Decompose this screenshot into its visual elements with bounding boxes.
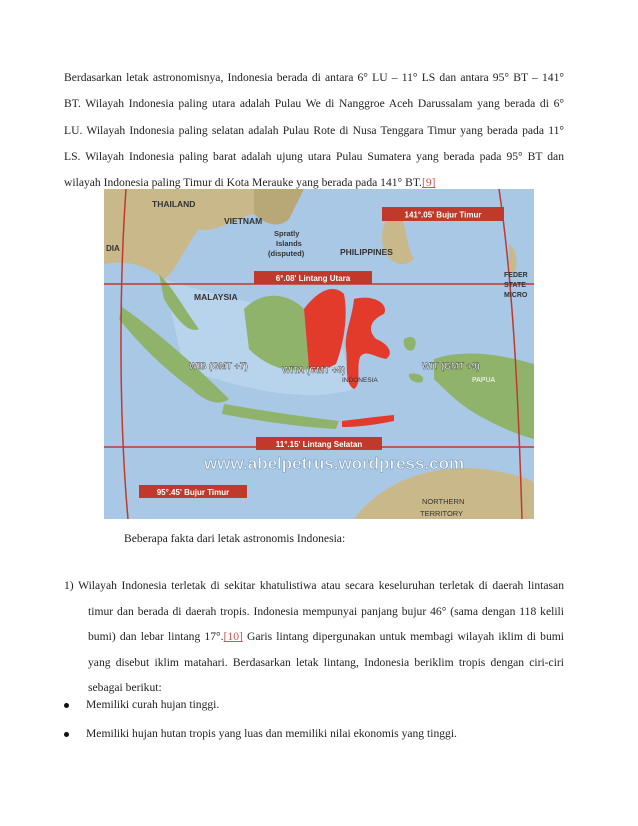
- numbered-item-1: [64, 573, 564, 701]
- label-northern: NORTHERN: [422, 497, 465, 506]
- paragraph-line: Berdasarkan letak astronomisnya, Indonesia berada di antara 6° LU – 11° LS dan antara 95° BT – 141°: [64, 71, 564, 84]
- numbered-item-line-rest: Garis lintang dipergunakan untuk membagi wilayah iklim di bumi: [247, 630, 564, 644]
- reference-link-10[interactable]: [10]: [223, 630, 243, 644]
- reference-link-9[interactable]: [9]: [421, 176, 436, 190]
- wib-label: WIB (GMT +7): [189, 361, 248, 371]
- bullet-text: Memiliki hujan hutan tropis yang luas dan memiliki nilai ekonomis yang tinggi.: [86, 727, 457, 740]
- map-caption: Beberapa fakta dari letak astronomis Indonesia:: [124, 532, 346, 545]
- label-indonesia: INDONESIA: [342, 377, 378, 384]
- west-coordinate-label: 95°.45' Bujur Timur: [156, 488, 230, 497]
- indonesia-map-image: [104, 189, 534, 519]
- label-states: STATE: [504, 282, 526, 289]
- bullet-dot: [64, 703, 69, 708]
- label-islands: Islands: [276, 239, 302, 248]
- south-coordinate-label: 11°.15' Lintang Selatan: [275, 440, 363, 449]
- map-svg: [104, 189, 534, 519]
- label-philippines: PHILIPPINES: [340, 247, 393, 257]
- numbered-item-line: yang disebut iklim matahari. Berdasarkan letak lintang, Indonesia beriklim tropis dengan ciri-ciri: [88, 655, 564, 669]
- label-dia: DIA: [106, 244, 120, 253]
- paragraph-line: LU. Wilayah Indonesia paling selatan adalah Pulau Rote di Nusa Tenggara Timur yang berada pada 11°: [64, 123, 564, 137]
- label-disputed: (disputed): [268, 249, 305, 258]
- paragraph-line-text: wilayah Indonesia paling Timur di Kota Merauke yang berada pada 141° BT.: [64, 176, 422, 190]
- paragraph-line: BT. Wilayah Indonesia paling utara adalah Pulau We di Nanggroe Aceh Darussalam yang berada di 6°: [64, 97, 564, 111]
- intro-paragraph: [64, 65, 564, 196]
- numbered-item-line: timur dan berada di daerah tropis. Indonesia mempunyai panjang bujur 46° (sama dengan 118 kelili: [88, 604, 564, 618]
- numbered-item-line: 1) Wilayah Indonesia terletak di sekitar khatulistiwa atau secara keseluruhan terletak di daerah lintasan: [64, 579, 564, 592]
- bullet-text: Memiliki curah hujan tinggi.: [86, 698, 220, 711]
- wita-label: WITA (GMT +8): [282, 365, 346, 375]
- east-coordinate-label: 141°.05' Bujur Timur: [404, 210, 482, 220]
- label-federated: FEDER: [504, 272, 528, 279]
- watermark: www.abelpetrus.wordpress.com: [204, 454, 465, 473]
- label-vietnam: VIETNAM: [224, 216, 263, 226]
- label-territory: TERRITORY: [420, 509, 464, 518]
- label-micro: MICRO: [504, 292, 528, 299]
- north-coordinate-label: 6°.08' Lintang Utara: [275, 274, 351, 283]
- numbered-item-line-prefix: bumi) dan lebar lintang 17°.: [88, 630, 224, 644]
- label-papua: PAPUA: [472, 377, 496, 384]
- paragraph-line: LS. Wilayah Indonesia paling barat adalah ujung utara Pulau Sumatera yang berada pada 95° BT dan: [64, 149, 564, 163]
- numbered-item-line: [64, 624, 564, 650]
- label-malaysia: MALAYSIA: [194, 292, 238, 302]
- numbered-item-line: sebagai berikut:: [88, 681, 162, 695]
- label-thailand: THAILAND: [152, 199, 196, 209]
- label-spratly: Spratly: [274, 229, 300, 238]
- wit-label: WIT (GMT +9): [422, 361, 480, 371]
- bullet-dot: [64, 732, 69, 737]
